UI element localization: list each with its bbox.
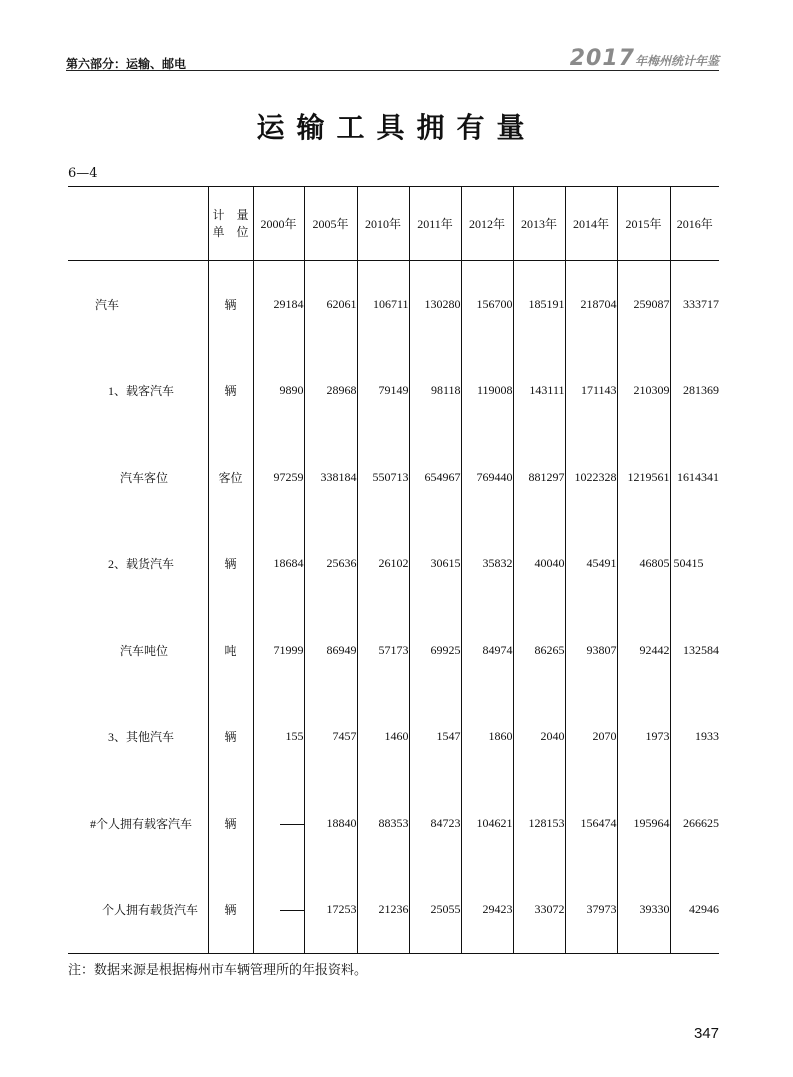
cell-value: 218704 [565,261,617,348]
year-header: 2013年 [513,187,565,261]
cell-value: 654967 [409,434,461,521]
cell-value: 57173 [357,607,409,694]
table-row [68,694,719,781]
row-label: 1、载客汽车 [108,384,175,399]
row-unit: 辆 [208,694,253,781]
table-row [68,780,719,867]
cell-value: 128153 [513,780,565,867]
year-header: 2016年 [670,187,719,261]
cell-value: 30615 [409,521,461,608]
row-unit: 辆 [208,261,253,348]
row-unit: 客位 [208,434,253,521]
cell-value: 881297 [513,434,565,521]
cell-value: 93807 [565,607,617,694]
cell-value: 130280 [409,261,461,348]
year-header: 2015年 [617,187,670,261]
row-label: #个人拥有载客汽车 [90,816,193,831]
yearbook-header [570,46,719,71]
cell-value: 86265 [513,607,565,694]
cell-value: 42946 [670,867,719,954]
cell-value: 1219561 [617,434,670,521]
cell-value: 259087 [617,261,670,348]
row-label: 汽车 [95,297,120,312]
row-label: 个人拥有载货汽车 [68,867,208,954]
cell-value: 1547 [409,694,461,781]
header-rule [66,70,719,71]
cell-value: 21236 [357,867,409,954]
cell-value: 2040 [513,694,565,781]
cell-value: 29423 [461,867,513,954]
no-data-dash [280,910,304,911]
unit-header-line2: 单 位 [212,224,249,239]
cell-value: 155 [253,694,304,781]
cell-value: 18684 [253,521,304,608]
cell-value: 92442 [617,607,670,694]
page-title: 运输工具拥有量 [256,111,537,144]
cell-value: 1460 [357,694,409,781]
cell-value: 26102 [357,521,409,608]
source-note: 注：数据来源是根据梅州市车辆管理所的年报资料。 [68,963,368,978]
row-unit: 吨 [208,607,253,694]
cell-value: 156700 [461,261,513,348]
cell-value: 550713 [357,434,409,521]
cell-value: 17253 [304,867,357,954]
row-unit: 辆 [208,521,253,608]
cell-value: 33072 [513,867,565,954]
unit-header-line1: 计 量 [212,207,249,222]
cell-value: 769440 [461,434,513,521]
row-unit: 辆 [208,348,253,435]
row-unit: 辆 [208,780,253,867]
table-row [68,348,719,435]
cell-value: 156474 [565,780,617,867]
cell-value: 119008 [461,348,513,435]
cell-value: 62061 [304,261,357,348]
cell-value: 84723 [409,780,461,867]
cell-value: 29184 [253,261,304,348]
cell-value: 97259 [253,434,304,521]
table-code: 6—4 [68,166,98,181]
table-row [68,261,719,348]
cell-value: 45491 [565,521,617,608]
cell-value: 132584 [670,607,719,694]
row-label: 汽车客位 [120,470,169,485]
row-label: 2、载货汽车 [108,557,175,572]
cell-value: 84974 [461,607,513,694]
cell-value: 18840 [304,780,357,867]
yearbook-title: 年梅州统计年鉴 [634,54,719,68]
vehicle-table [68,186,719,954]
cell-value: 7457 [304,694,357,781]
cell-value: 2070 [565,694,617,781]
cell-no-data [253,780,304,867]
row-unit: 辆 [208,867,253,954]
cell-value: 143111 [513,348,565,435]
cell-value: 37973 [565,867,617,954]
cell-value: 266625 [670,780,719,867]
cell-value: 69925 [409,607,461,694]
cell-value: 35832 [461,521,513,608]
year-header: 2010年 [357,187,409,261]
year-header: 2012年 [461,187,513,261]
header-row [68,187,719,261]
cell-value: 28968 [304,348,357,435]
table-row [68,867,719,954]
cell-value: 25636 [304,521,357,608]
year-header: 2005年 [304,187,357,261]
table-row [68,607,719,694]
cell-no-data [253,867,304,954]
cell-value: 1973 [617,694,670,781]
yearbook-year: 2017 [569,46,635,71]
cell-value: 40040 [513,521,565,608]
row-label: 3、其他汽车 [108,730,175,745]
cell-value: 1933 [670,694,719,781]
cell-value: 281369 [670,348,719,435]
cell-value: 50415 [670,521,719,608]
cell-value: 46805 [617,521,670,608]
year-header: 2011年 [409,187,461,261]
cell-value: 185191 [513,261,565,348]
year-header: 2014年 [565,187,617,261]
cell-value: 106711 [357,261,409,348]
table-row [68,521,719,608]
table-row [68,434,719,521]
cell-value: 104621 [461,780,513,867]
year-header: 2000年 [253,187,304,261]
no-data-dash [280,824,304,825]
cell-value: 9890 [253,348,304,435]
cell-value: 71999 [253,607,304,694]
cell-value: 1614341 [670,434,719,521]
cell-value: 338184 [304,434,357,521]
cell-value: 210309 [617,348,670,435]
page-number: 347 [693,1025,719,1042]
cell-value: 86949 [304,607,357,694]
cell-value: 195964 [617,780,670,867]
cell-value: 25055 [409,867,461,954]
header-blank [68,187,208,261]
cell-value: 171143 [565,348,617,435]
row-label: 汽车吨位 [120,643,169,658]
unit-header [208,187,253,261]
cell-value: 98118 [409,348,461,435]
cell-value: 333717 [670,261,719,348]
cell-value: 1860 [461,694,513,781]
cell-value: 1022328 [565,434,617,521]
cell-value: 88353 [357,780,409,867]
section-header: 第六部分：运输、邮电 [66,57,187,71]
cell-value: 39330 [617,867,670,954]
cell-value: 79149 [357,348,409,435]
